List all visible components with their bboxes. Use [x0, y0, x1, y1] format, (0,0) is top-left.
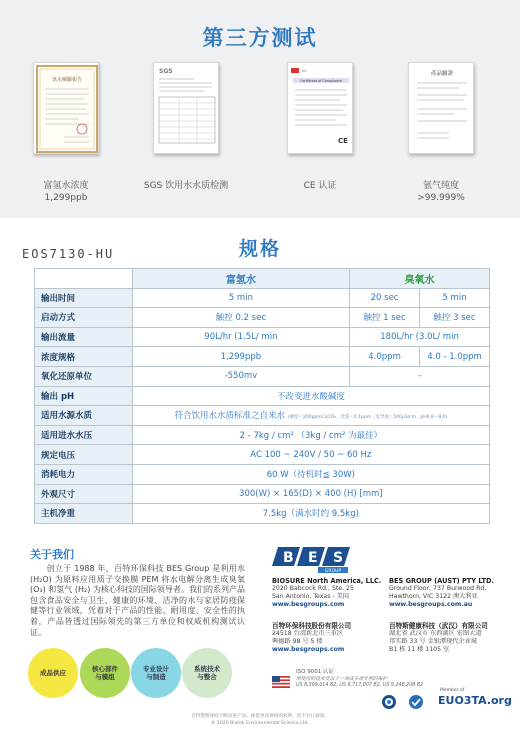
office-website[interactable]: www.besgroups.com.au	[389, 601, 473, 608]
cell: -550mv	[132, 366, 349, 386]
cell: 触控 1 sec	[350, 308, 420, 328]
quality-badge-icon	[408, 694, 424, 710]
row-label: 浓度规格	[35, 347, 133, 367]
about-title: 关于我们	[30, 548, 74, 561]
circle-system-integration: 系统技术 与整合	[182, 648, 232, 698]
cell: AC 100 ~ 240V / 50 ~ 60 Hz	[132, 445, 489, 465]
svg-text:ITC: ITC	[302, 69, 307, 73]
cell: 4.0ppm	[350, 347, 420, 367]
row-label: 输出时间	[35, 288, 133, 308]
certifications-title: 第三方测试	[202, 26, 318, 50]
table-row	[35, 484, 490, 504]
office-address: 興德路 98 号 5 楼	[272, 638, 323, 645]
office-name: 百特环保科技股份有限公司	[272, 622, 352, 630]
cell: 5 min	[132, 288, 349, 308]
cert-caption-purity: 氫气纯度 >99.999%	[417, 181, 465, 203]
euota-logo: EUO3TA.org	[438, 694, 512, 707]
cell: 4.0 - 1.0ppm	[420, 347, 490, 367]
about-text: 创立于 1988 年，百特环保科技 BES Group 是利用水 (H₂O) 为原料应用质子交换膜 PEM 将水电解分离生成臭氧 (O₃) 和氢气 (H₂) 为核心科技的国际领导者。我们的系列产品包含食品安全与卫生、健康的环境、洁净的水与家居防疫保健等行业领域，凭着对于产品的性能、耐用度、安全性的执着，产品皆透过国际领先的第三方单位和权威机构测试认证。	[30, 564, 245, 637]
row-label: 规定电压	[35, 445, 133, 465]
office-address: Hawthorn, VIC 3122 澳大利亚	[389, 593, 478, 600]
office-name: BES GROUP (AUST) PTY LTD.	[389, 577, 494, 585]
cert-caption-ce: CE 认证	[303, 181, 337, 191]
cert-doc-title: SGS	[159, 68, 173, 75]
office-address: 湖北省 武汉市 东西湖区 宏图大道	[389, 630, 482, 637]
office-address: B1 栋 11 楼 1105 室	[389, 646, 450, 653]
office-taiwan	[272, 622, 390, 654]
circle-design-manufacturing: 专业设计 与制造	[131, 648, 181, 698]
office-australia	[389, 577, 507, 609]
spec-header-blank	[35, 269, 133, 289]
cert-caption-hydrogen: 富氢水浓度 1,299ppb	[43, 181, 89, 203]
cell	[132, 406, 489, 426]
cert-caption-sgs: SGS 饮用水水质检测	[143, 181, 229, 191]
row-label: 外观尺寸	[35, 484, 133, 504]
bes-logo-s: S	[333, 550, 344, 566]
member-label: Member of	[440, 688, 465, 693]
table-row	[35, 327, 490, 347]
cell: 1,299ppb	[132, 347, 349, 367]
row-label: 主机净重	[35, 504, 133, 524]
office-address: San Antonio, Texas - 美国	[272, 593, 349, 600]
cell: 20 sec	[350, 288, 420, 308]
row-label: 氧化还原单位	[35, 366, 133, 386]
cert-doc-title: 氫水檢驗報告	[51, 77, 83, 83]
cell-note: (硬度＜200ppmCaCO₃ , 余氯＜0.1ppm , 电导度＜500μS/cm , pH6.8～8.0)	[287, 415, 448, 421]
cert-hydrogen-report	[33, 62, 99, 154]
office-name: BIOSURE North America, LLC.	[272, 577, 382, 585]
cell: 300(W) × 165(D) × 400 (H) [mm]	[132, 484, 489, 504]
cell: 180L/hr (3.0L/ min	[350, 327, 490, 347]
spec-table	[34, 268, 490, 524]
office-address: 邦实路 33 号 金银潭现代企业城	[389, 638, 478, 645]
bes-logo	[272, 547, 359, 573]
table-row	[35, 464, 490, 484]
spec-header-hydrogen: 富氢水	[132, 269, 349, 289]
bes-logo-group: GROUP	[324, 569, 342, 573]
cell: 60 W（待机时≦ 30W)	[132, 464, 489, 484]
table-row	[35, 406, 490, 426]
office-address: 2020 Babcock Rd., Ste. 25	[272, 585, 354, 592]
office-usa	[272, 577, 390, 609]
iso-certification: ISO 9001 认证	[296, 669, 334, 675]
table-row	[35, 366, 490, 386]
table-row	[35, 386, 490, 406]
table-row	[35, 504, 490, 524]
cell: 7.5kg（满水时约 9.5kg)	[132, 504, 489, 524]
certification-badge-icon	[381, 694, 397, 710]
spec-title: 规格	[238, 238, 281, 260]
office-address: 24518 台湾新北市三重区	[272, 630, 344, 637]
spec-header-ozone: 臭氧水	[350, 269, 490, 289]
cell: -	[350, 366, 490, 386]
patent-notice: 所使用的技术受以下一项或多项专利的保护 US 8,399,014 B2, US 9,717,007 B2, US 9,248,208 B2	[296, 677, 424, 688]
table-row	[35, 425, 490, 445]
row-label: 适用水源水质	[35, 406, 133, 426]
bes-logo-b: B	[283, 550, 294, 566]
row-label: 消耗电力	[35, 464, 133, 484]
bes-logo-e: E	[308, 550, 318, 566]
cell: 2 - 7kg / cm² （3kg / cm² 为最佳）	[132, 425, 489, 445]
office-address: Ground Floor, 737 Burwood Rd,	[389, 585, 487, 592]
row-label: 输出流量	[35, 327, 133, 347]
table-row	[35, 445, 490, 465]
cert-purity-report	[408, 62, 474, 154]
cell: 触控 3 sec	[420, 308, 490, 328]
circle-finished-products: 成品供应	[28, 648, 78, 698]
cell: 不改变进水酸碱度	[132, 386, 489, 406]
us-flag-icon	[272, 676, 290, 688]
model-number: EOS7130-HU	[22, 247, 115, 261]
row-label: 输出 pH	[35, 386, 133, 406]
circle-core-components: 核心部件 与模组	[80, 648, 130, 698]
table-row	[35, 308, 490, 328]
table-row	[35, 288, 490, 308]
office-wuhan	[389, 622, 513, 654]
cell: 90L/hr (1.5L/ min	[132, 327, 349, 347]
row-label: 适用进水水压	[35, 425, 133, 445]
office-website[interactable]: www.besgroups.com	[272, 601, 345, 608]
office-name: 百特斯健康科技（武汉）有限公司	[389, 622, 488, 630]
footer-copyright: 百特製图保持不断改进产品、保留更改规格的权利，恕不另行通知。 © 2020 Biotek Environmental Science Ltd.	[191, 714, 329, 726]
cell: 触控 0.2 sec	[132, 308, 349, 328]
svg-text:CE: CE	[338, 137, 348, 145]
office-website[interactable]: www.besgroups.com	[272, 646, 345, 653]
cell: 5 min	[420, 288, 490, 308]
cert-sgs-report	[153, 62, 219, 154]
cert-doc-title: Certificate of Compliance	[300, 79, 342, 83]
row-label: 启动方式	[35, 308, 133, 328]
cell-main: 符合饮用水水质标准之自来水	[174, 411, 286, 422]
cert-ce-report	[287, 62, 353, 154]
table-row	[35, 347, 490, 367]
cert-doc-title: 產品驗證	[430, 71, 454, 77]
